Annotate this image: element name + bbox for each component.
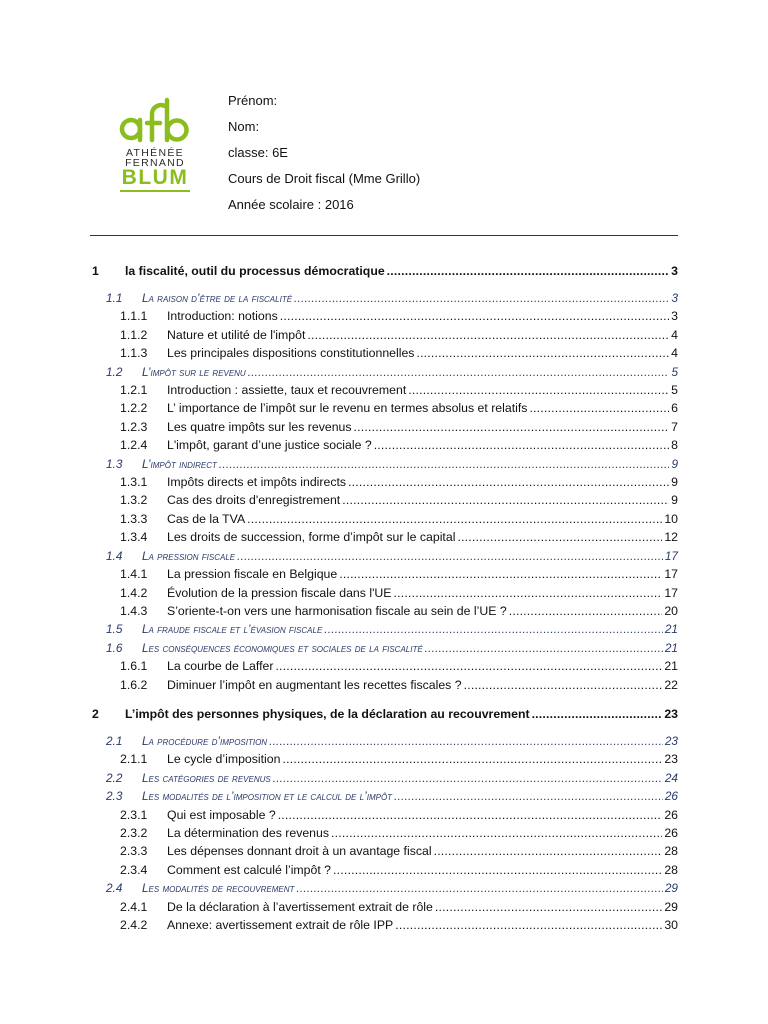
- toc-leader-dots: [394, 584, 663, 602]
- toc-entry-page: 21: [664, 640, 678, 655]
- toc-entry-title: S’oriente-t-on vers une harmonisation fiscale au sein de l’UE ?: [167, 603, 507, 618]
- toc-entry-number: 2.3.4: [120, 862, 148, 877]
- toc-entry-page: 28: [664, 862, 678, 877]
- toc-entry-title: L’impôt sur le revenu: [142, 364, 246, 379]
- toc-entry-number: 1.3: [106, 456, 123, 471]
- toc-leader-dots: [269, 732, 663, 750]
- toc-leader-dots: [307, 326, 669, 344]
- logo-underline: [120, 190, 190, 192]
- toc-leader-dots: [416, 344, 669, 362]
- toc-entry[interactable]: [90, 769, 678, 787]
- logo-word-athenee: ATHÉNÉE: [126, 147, 184, 159]
- toc-entry-title: Introduction: notions: [167, 309, 278, 324]
- toc-entry-title: Les modalités de recouvrement: [142, 881, 295, 896]
- toc-entry-page: 24: [664, 770, 678, 785]
- toc-leader-dots: [280, 307, 669, 325]
- toc-entry-title: Qui est imposable ?: [167, 807, 276, 822]
- nom-label: Nom:: [228, 119, 260, 134]
- toc-leader-dots: [509, 602, 663, 620]
- toc-entry-page: 12: [664, 530, 678, 545]
- toc-entry[interactable]: [90, 602, 678, 620]
- toc-entry-page: 30: [664, 918, 678, 932]
- toc-entry[interactable]: [90, 676, 678, 694]
- toc-entry-number: 1.1: [106, 291, 123, 305]
- toc-entry-title: Annexe: avertissement extrait de rôle IPP: [167, 918, 394, 932]
- toc-entry-page: 20: [664, 603, 678, 618]
- toc-entry-title: Cas de la TVA: [167, 511, 246, 526]
- toc-entry-number: 1.2.3: [120, 419, 148, 434]
- toc-entry[interactable]: [90, 547, 678, 565]
- toc-entry-title: Les quatre impôts sur les revenus: [167, 419, 352, 434]
- toc-leader-dots: [394, 787, 663, 805]
- toc-entry[interactable]: [90, 473, 678, 491]
- toc-leader-dots: [425, 639, 663, 657]
- toc-entry-page: 7: [671, 419, 678, 434]
- prenom-label: Prénom:: [228, 93, 278, 108]
- toc-entry-title: Diminuer l’impôt en augmentant les recettes fiscales ?: [167, 677, 462, 692]
- toc-entry-number: 2.3.2: [120, 825, 148, 840]
- toc-entry-page: 10: [664, 511, 678, 526]
- toc-leader-dots: [333, 861, 662, 879]
- toc-entry-number: 1.4.2: [120, 585, 148, 600]
- toc-leader-dots: [282, 750, 662, 768]
- school-year-label: Année scolaire : 2016: [228, 197, 354, 212]
- toc-entry-page: 23: [664, 733, 678, 748]
- toc-entry[interactable]: [90, 436, 678, 454]
- toc-entry-number: 2.1: [106, 733, 123, 748]
- toc-entry-title: Les catégories de revenus: [142, 770, 271, 785]
- toc-entry-page: 17: [664, 567, 678, 582]
- toc-entry-page: 4: [671, 346, 678, 361]
- toc-entry-page: 8: [671, 438, 678, 453]
- toc-entry-number: 1.3.2: [120, 493, 148, 508]
- toc-leader-dots: [296, 879, 662, 897]
- toc-entry-number: 1.4.1: [120, 567, 148, 582]
- toc-entry[interactable]: [90, 806, 678, 824]
- toc-leader-dots: [248, 363, 670, 381]
- toc-entry-number: 2: [92, 706, 99, 721]
- toc-entry-number: 1.2.2: [120, 401, 148, 416]
- toc-leader-dots: [408, 381, 669, 399]
- toc-entry-page: 3: [671, 309, 678, 324]
- header-divider: [90, 235, 678, 236]
- toc-entry-number: 1.2.1: [120, 383, 148, 398]
- toc-entry-title: Les droits de succession, forme d’impôt sur le capital: [167, 530, 456, 545]
- toc-entry[interactable]: [90, 732, 678, 750]
- toc-entry-title: Les conséquences économiques et sociales de la fiscalité: [142, 640, 423, 655]
- toc-entry-page: 21: [664, 622, 678, 637]
- toc-entry[interactable]: [90, 842, 678, 860]
- toc-entry-page: 23: [664, 706, 678, 721]
- toc-entry[interactable]: [90, 916, 678, 934]
- toc-entry[interactable]: [90, 363, 678, 381]
- toc-entry[interactable]: [90, 824, 678, 842]
- toc-entry-title: Évolution de la pression fiscale dans l'UE: [167, 585, 392, 600]
- toc-leader-dots: [324, 620, 663, 638]
- toc-leader-dots: [273, 769, 663, 787]
- afb-logo-mark: [118, 96, 192, 148]
- toc-entry-number: 1.1.3: [120, 346, 148, 361]
- school-logo: [118, 96, 192, 204]
- toc-entry-title: Le cycle d’imposition: [167, 752, 281, 767]
- toc-entry-title: La courbe de Laffer: [167, 659, 274, 674]
- toc-leader-dots: [237, 547, 663, 565]
- toc-entry[interactable]: [90, 750, 678, 768]
- toc-entry-number: 1.2.4: [120, 438, 148, 453]
- toc-entry-page: 23: [664, 752, 678, 767]
- toc-entry-page: 26: [664, 789, 678, 804]
- toc-entry[interactable]: [90, 657, 678, 675]
- toc-leader-dots: [294, 289, 669, 307]
- toc-leader-dots: [348, 473, 669, 491]
- toc-entry[interactable]: [90, 528, 678, 546]
- toc-entry-number: 2.3.1: [120, 807, 148, 822]
- toc-entry-page: 29: [664, 881, 678, 896]
- toc-leader-dots: [219, 455, 670, 473]
- toc-entry-page: 3: [671, 264, 678, 278]
- toc-entry-title: La pression fiscale: [142, 548, 236, 563]
- logo-word-blum: BLUM: [121, 166, 189, 189]
- toc-entry-number: 1.6: [106, 640, 123, 655]
- toc-leader-dots: [247, 510, 662, 528]
- toc-entry-title: La raison d’être de la fiscalité: [142, 291, 293, 305]
- toc-entry-title: Nature et utilité de l'impôt: [167, 327, 306, 342]
- toc-leader-dots: [464, 676, 663, 694]
- toc-entry-page: 5: [671, 383, 678, 398]
- toc-entry-number: 1.3.1: [120, 475, 148, 490]
- toc-entry-page: 22: [664, 677, 678, 692]
- toc-entry[interactable]: [90, 584, 678, 602]
- toc-leader-dots: [532, 701, 663, 727]
- toc-leader-dots: [434, 842, 663, 860]
- toc-entry-page: 3: [671, 291, 678, 305]
- toc-entry[interactable]: [90, 289, 678, 307]
- toc-entry-page: 6: [671, 401, 678, 416]
- toc-entry[interactable]: [90, 258, 678, 284]
- toc-entry-number: 2.4: [106, 881, 123, 896]
- toc-entry[interactable]: [90, 620, 678, 638]
- toc-entry[interactable]: [90, 565, 678, 583]
- toc-leader-dots: [339, 565, 662, 583]
- toc-entry-number: 1.6.1: [120, 659, 148, 674]
- toc-entry-title: Cas des droits d'enregistrement: [167, 493, 341, 508]
- toc-leader-dots: [457, 528, 662, 546]
- toc-leader-dots: [354, 418, 670, 436]
- toc-leader-dots: [529, 399, 669, 417]
- toc-entry-number: 2.2: [106, 770, 123, 785]
- course-label: Cours de Droit fiscal (Mme Grillo): [228, 171, 421, 186]
- toc-entry-title: La détermination des revenus: [167, 825, 330, 840]
- toc-entry[interactable]: [90, 787, 678, 805]
- toc-entry-page: 17: [664, 585, 678, 600]
- toc-entry[interactable]: [90, 701, 678, 727]
- toc-entry[interactable]: [90, 879, 678, 897]
- toc-entry-title: La pression fiscale en Belgique: [167, 567, 338, 582]
- toc-entry[interactable]: [90, 898, 678, 916]
- toc-entry[interactable]: [90, 418, 678, 436]
- toc-entry-number: 1.2: [106, 364, 123, 379]
- toc-entry[interactable]: [90, 491, 678, 509]
- toc-entry[interactable]: [90, 455, 678, 473]
- toc-entry-number: 2.3.3: [120, 844, 148, 859]
- toc-entry-title: Les dépenses donnant droit à un avantage fiscal: [167, 844, 432, 859]
- toc-entry-title: L’ importance de l’impôt sur le revenu en termes absolus et relatifs: [167, 401, 528, 416]
- toc-entry-title: La fraude fiscale et l’évasion fiscale: [142, 622, 323, 637]
- toc-entry[interactable]: [90, 381, 678, 399]
- toc-entry-number: 1.5: [106, 622, 123, 637]
- toc-entry-page: 29: [664, 899, 678, 914]
- toc-entry-number: 2.4.2: [120, 918, 148, 932]
- toc-entry-title: la fiscalité, outil du processus démocratique: [125, 264, 385, 278]
- toc-entry-page: 4: [671, 327, 678, 342]
- logo-word-fernand: FERNAND: [125, 157, 185, 169]
- toc-entry-page: 17: [664, 548, 678, 563]
- toc-entry-number: 1.1.2: [120, 327, 148, 342]
- toc-entry-page: 9: [671, 475, 678, 490]
- toc-entry-title: Impôts directs et impôts indirects: [167, 475, 347, 490]
- toc-entry[interactable]: [90, 399, 678, 417]
- toc-leader-dots: [387, 258, 669, 284]
- toc-entry-page: 5: [671, 364, 678, 379]
- classe-label: classe: 6E: [228, 145, 288, 160]
- toc-entry-page: 9: [671, 493, 678, 508]
- student-info: [228, 92, 420, 222]
- toc-entry-page: 26: [664, 825, 678, 840]
- toc-leader-dots: [342, 491, 669, 509]
- toc-entry-number: 2.1.1: [120, 752, 148, 767]
- toc-leader-dots: [331, 824, 662, 842]
- toc-entry-title: De la déclaration à l’avertissement extrait de rôle: [167, 899, 433, 914]
- toc-leader-dots: [278, 806, 663, 824]
- toc-entry-number: 1: [92, 264, 99, 278]
- toc-entry-title: La procédure d’imposition: [142, 733, 268, 748]
- toc-entry-title: L'impôt, garant d’une justice sociale ?: [167, 438, 372, 453]
- toc-entry-title: Introduction : assiette, taux et recouvrement: [167, 383, 407, 398]
- toc-entry-number: 2.4.1: [120, 899, 148, 914]
- toc-leader-dots: [395, 916, 662, 934]
- toc-entry[interactable]: [90, 326, 678, 344]
- toc-leader-dots: [435, 898, 662, 916]
- toc-entry-number: 1.4.3: [120, 603, 148, 618]
- toc-entry[interactable]: [90, 307, 678, 325]
- toc-entry-page: 28: [664, 844, 678, 859]
- toc-entry-page: 26: [664, 807, 678, 822]
- toc-entry-number: 1.1.1: [120, 309, 148, 324]
- toc-leader-dots: [275, 657, 662, 675]
- toc-entry-title: L’impôt indirect: [142, 456, 217, 471]
- toc-entry-number: 2.3: [106, 789, 123, 804]
- toc-leader-dots: [374, 436, 669, 454]
- toc-entry[interactable]: [90, 344, 678, 362]
- toc-entry-number: 1.3.4: [120, 530, 148, 545]
- toc-entry-title: Les modalités de l’imposition et le calcul de l’impôt: [142, 789, 393, 804]
- toc-entry[interactable]: [90, 510, 678, 528]
- toc-entry-number: 1.3.3: [120, 511, 148, 526]
- toc-entry[interactable]: [90, 861, 678, 879]
- toc-entry-title: Les principales dispositions constitutionnelles: [167, 346, 415, 361]
- table-of-contents: [90, 258, 678, 934]
- toc-entry-page: 9: [671, 456, 678, 471]
- toc-entry[interactable]: [90, 639, 678, 657]
- toc-entry-title: L’impôt des personnes physiques, de la déclaration au recouvrement: [125, 706, 530, 721]
- toc-entry-title: Comment est calculé l’impôt ?: [167, 862, 332, 877]
- toc-entry-page: 21: [664, 659, 678, 674]
- toc-entry-number: 1.6.2: [120, 677, 148, 692]
- toc-entry-number: 1.4: [106, 548, 123, 563]
